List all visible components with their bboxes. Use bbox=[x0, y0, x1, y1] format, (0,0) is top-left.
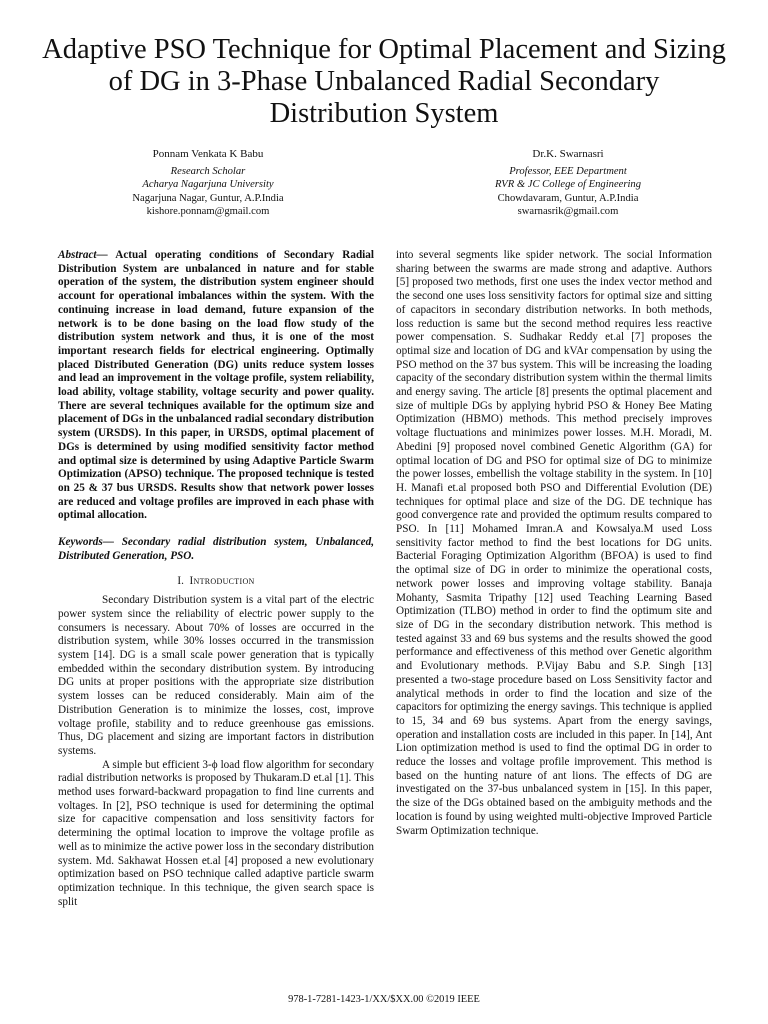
author-address: Nagarjuna Nagar, Guntur, A.P.India bbox=[132, 192, 284, 204]
author-name: Dr.K. Swarnasri bbox=[532, 148, 604, 160]
abstract-text: Actual operating conditions of Secondary Radial Distribution System are unbalanced in nature and for stable operation of the system, the distribution system engineer should account for operational imbalances within the system. With the continuing increase in load demand, future expansion of the network is to be done basing on the load flow study of the distribution system network and thus, it is one of the most important research fields for electrical engineering. Optimally placed Distributed Generation (DG) units reduce system losses and lead an improvement in the voltage profile, system reliability, load ability, voltage stability, voltage security and power quality. There are several techniques available for the optimum size and placement of DGs in the unbalanced radial secondary distribution system (URSDS). In this paper, in URSDS, optimal placement of DGs is determined by using modified sensitivity factor method and optimal size is determined by using Adaptive Particle Swarm Optimization (APSO) technique. The proposed technique is tested on 25 & 37 bus URSDS. Results show that network power losses are reduced and voltage profiles are improved in each phase with optimal allocation. bbox=[58, 249, 374, 522]
right-column bbox=[396, 249, 712, 838]
author-block-2 bbox=[418, 148, 718, 218]
author-email: kishore.ponnam@gmail.com bbox=[146, 205, 270, 217]
author-name: Ponnam Venkata K Babu bbox=[152, 148, 264, 160]
author-role: Research Scholar bbox=[170, 166, 246, 178]
author-email: swarnasrik@gmail.com bbox=[517, 205, 619, 217]
section-title: Introduction bbox=[189, 575, 255, 588]
section-number: I. bbox=[177, 575, 184, 588]
author-block-1 bbox=[58, 148, 358, 218]
copyright-footer: 978-1-7281-1423-1/XX/$XX.00 ©2019 IEEE bbox=[288, 994, 480, 1005]
keywords-text: Secondary radial distribution system, Unbalanced, Distributed Generation, PSO. bbox=[58, 536, 375, 562]
body-paragraph: into several segments like spider network. The social Information sharing between the swarms are made strong and adaptive. Authors [5] proposed two methods, first one uses the index vector method and the second one uses loss sensitivity factors for optimal size and sitting of capacitors in secondary distribution networks. In both methods, loss reduction is same but the second method requires less reactive power compensation. S. Sudhakar Reddy et.al [7] proposes the optimal size and location of DG and kVAr compensation by using the PSO method on the 37 bus system. This will be increasing the loading capacity of the secondary distribution system within the thermal limits and energy saving. The article [8] presents the optimal placement and size of multiple DGs by applying hybrid PSO & Honey Bee Mating Optimization (HBMO) methods. This method precisely improves voltage fluctuations and minimizes power losses. M.H. Moradi, M. Abedini [9] proposed novel combined Genetic Algorithm (GA) for optimal location of DG and PSO for optimal size of DG to minimize the power losses, embellish the voltage stability in the system. In [10] H. Manafi et.al proposed both PSO and Differential Evolution (DE) techniques for optimal place and size of the DG. DE technique has good convergence rate and provided the optimum results compared to PSO. In [11] Mohamed Imran.A and Kowsalya.M used Loss sensitivity factor method to find the best locations for DG units. Bacterial Foraging Optimization Algorithm (BFOA) is used to find the optimal size of DG in order to minimize the operational costs, network power losses and improving voltage stability. Banaja Mohanty, Sasmita Tripathy [12] used Teaching Learning Based Optimization (TLBO) method in order to find the optimum site and size of DG in the secondary distribution network. This method is tested against 33 and 69 bus systems and the results showed the good performance and effectiveness of this method over Genetic algorithm and Evolutionary methods. P.Vijay Babu and S.P. Singh [13] presented a two-stage procedure based on Loss Sensitivity factor and analytical methods in order to find the location and size of the capacitors for optimizing the energy savings. This technique is applied to 15, 34 and 69 bus systems. Apart from the energy savings, operation and installation costs are included in this paper. In [14], Ant Lion optimization method is used to find the optimal DG in order to reduce the losses and voltage profile improvement. This method is based on the hunting nature of ant lions. The effects of DG are investigated on the 37-bus unbalanced system in [15]. In this paper, the size of the DGs obtained based on the ambiguity methods and the location is found by using weighted multi-objective Improved Particle Swarm Optimization technique. bbox=[396, 249, 712, 837]
body-paragraph: A simple but efficient 3-ϕ load flow algorithm for secondary radial distribution networks is proposed by Thukaram.D et.al [1]. This method uses forward-backward propagation to find line currents and voltages. In [2], PSO technique is used for determining the optimal size for capacitive compensation and loss sensitivity factors for determining the optimal location to improve the voltage profile as well as to minimize the active power loss in the secondary distribution system. Md. Sakhawat Hossen et.al [4] proposed a new evolutionary optimization based on PSO technique called adaptive particle swarm optimization technique. In this technique, the given search space is split bbox=[58, 758, 374, 908]
section-heading bbox=[58, 575, 374, 589]
abstract-label: Abstract— bbox=[58, 249, 108, 261]
keywords-label: Keywords— bbox=[58, 536, 114, 549]
left-column bbox=[58, 249, 374, 909]
author-address: Chowdavaram, Guntur, A.P.India bbox=[497, 192, 639, 204]
author-affiliation: Acharya Nagarjuna University bbox=[142, 179, 274, 191]
body-paragraph: Secondary Distribution system is a vital part of the electric power system since the reliability of electric power supply to the consumers is necessary. About 70% of losses are occurred in the distribution system, while 30% losses occurred in the transmission system [14]. DG is a small scale power generation that is typically embedded within the secondary distribution system. By introducing DG units at proper positions with the appropriate size distribution system losses can be reduced considerably. Main aim of the Distribution Generation is to minimize the losses, cost, improve voltage profile, stability and to reduce greenhouse gas emissions. Thus, DG placement and sizing are important factors in distribution systems. bbox=[58, 594, 374, 757]
paper-title: Adaptive PSO Technique for Optimal Placement and Sizing of DG in 3-Phase Unbalanced Radial Secondary Distribution System bbox=[42, 34, 726, 129]
abstract bbox=[58, 249, 374, 523]
author-role: Professor, EEE Department bbox=[509, 166, 627, 178]
author-affiliation: RVR & JC College of Engineering bbox=[494, 179, 642, 191]
keywords bbox=[58, 536, 374, 563]
